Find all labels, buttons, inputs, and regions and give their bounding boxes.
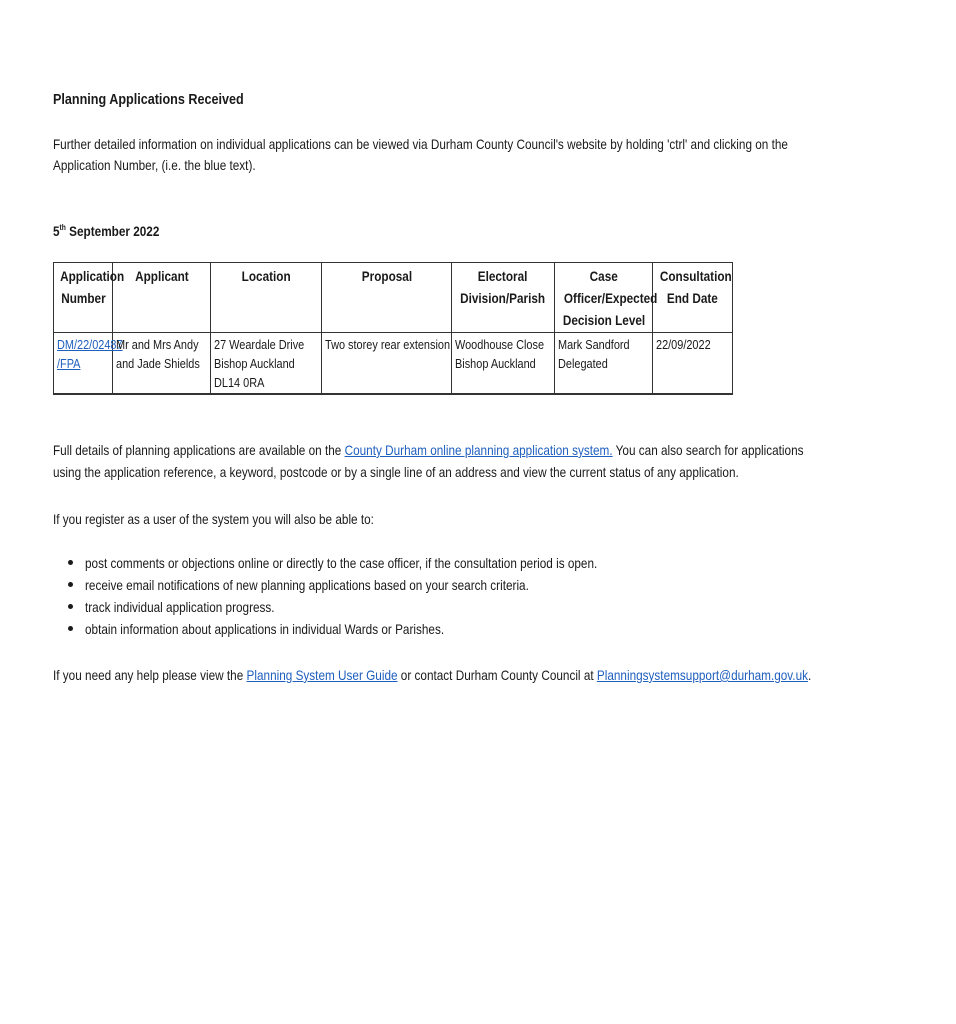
application-number-link-suffix[interactable]: /FPA — [57, 356, 81, 371]
list-item: track individual application progress. — [53, 596, 695, 618]
header-electoral-division: Electoral Division/Parish — [452, 263, 555, 333]
cell-application-number[interactable] — [54, 333, 123, 395]
date-heading — [53, 221, 180, 241]
bullet-icon — [68, 604, 73, 609]
header-consultation-end-date: Consultation End Date — [653, 263, 733, 333]
header-location: Location — [211, 263, 322, 333]
application-number-link[interactable]: DM/22/02487 — [57, 337, 123, 352]
page-title: Planning Applications Received — [53, 91, 244, 108]
intro-line-1: Further detailed information on individual applications can be viewed via Durham County Council's website by holding 'ctrl' and clicking on the — [53, 136, 788, 152]
cell-consultation-end-date: 22/09/2022 — [653, 333, 733, 395]
header-applicant: Applicant — [113, 263, 211, 333]
table-row — [54, 333, 733, 395]
intro-paragraph — [53, 134, 928, 176]
table-header-row — [54, 263, 733, 333]
list-item: post comments or objections online or directly to the case officer, if the consultation period is open. — [53, 552, 695, 574]
list-item: obtain information about applications in individual Wards or Parishes. — [53, 618, 695, 640]
date-day: 5 — [53, 223, 60, 239]
bullet-icon — [68, 582, 73, 587]
applications-table — [53, 262, 733, 395]
online-planning-system-link[interactable]: County Durham online planning application system. — [344, 442, 613, 458]
register-benefits-list — [53, 552, 695, 640]
help-paragraph: If you need any help please view the Planning System User Guide or contact Durham County Council at Planningsystemsupport@durham.gov.uk. — [53, 667, 812, 683]
cell-case-officer: Mark Sandford Delegated — [555, 333, 653, 395]
support-email-link[interactable]: Planningsystemsupport@durham.gov.uk — [596, 667, 809, 683]
cell-location: 27 Weardale Drive Bishop Auckland DL14 0RA — [211, 333, 322, 395]
cell-applicant: Mr and Mrs Andy and Jade Shields — [113, 333, 211, 395]
date-suffix: th — [59, 223, 66, 232]
intro-line-2: Application Number, (i.e. the blue text). — [53, 157, 256, 173]
header-case-officer: Case Officer/Expected Decision Level — [555, 263, 653, 333]
full-details-paragraph: Full details of planning applications are available on the County Durham online planning application system. You can also search for applications using the application reference, a keyword, postcode or by a single line of an address and view the current status of any application. — [53, 442, 804, 480]
list-item: receive email notifications of new planning applications based on your search criteria. — [53, 574, 695, 596]
user-guide-link[interactable]: Planning System User Guide — [246, 667, 398, 683]
cell-electoral-division: Woodhouse Close Bishop Auckland — [452, 333, 555, 395]
bullet-icon — [68, 560, 73, 565]
register-intro: If you register as a user of the system you will also be able to: — [53, 511, 374, 527]
bullet-icon — [68, 626, 73, 631]
cell-proposal: Two storey rear extension — [322, 333, 452, 395]
header-application-number: Application Number — [54, 263, 113, 333]
header-proposal: Proposal — [322, 263, 452, 333]
date-month-year: September 2022 — [65, 223, 160, 239]
